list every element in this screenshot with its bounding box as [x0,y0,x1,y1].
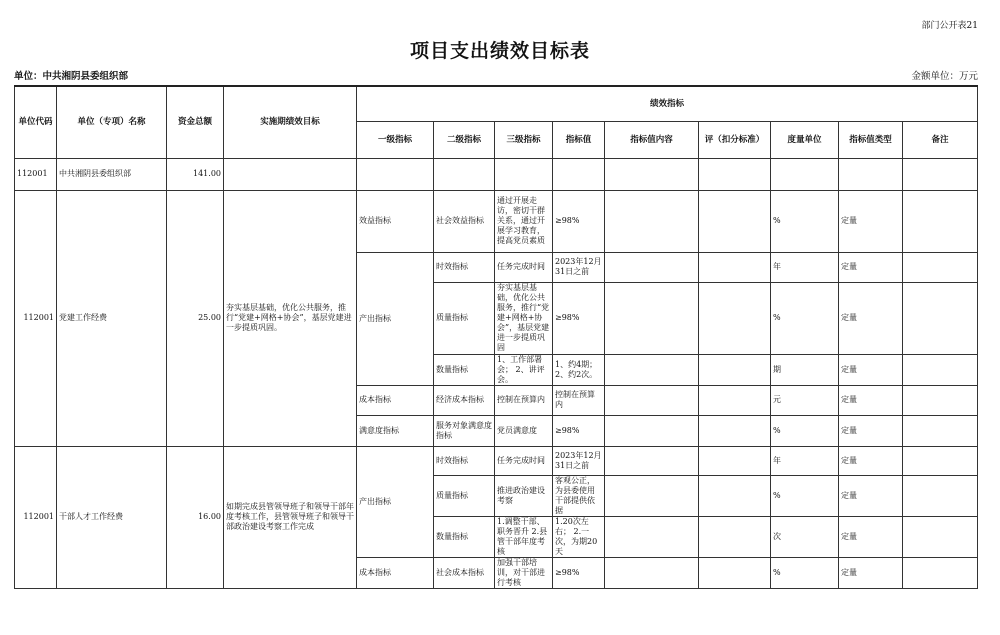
cell-value: 控制在预算内 [555,390,595,409]
cell-value: 1、约4期；2、约2次。 [555,359,598,379]
cell-value: 1.20次左右； 2.一次，为期20天 [555,516,598,556]
cell-value-type: 定量 [839,415,903,446]
col-unit-name: 单位（专项）名称 [57,86,167,158]
cell-level2: 数量指标 [434,354,495,385]
cell-measure-unit: 次 [771,516,839,557]
cell-level3: 党员满意度 [495,415,553,446]
cell-level2: 社会效益指标 [434,190,495,252]
cell-level1: 产出指标 [357,252,434,385]
col-total: 资金总额 [167,86,224,158]
cell-level1: 成本指标 [357,557,434,588]
cell-level1: 产出指标 [357,446,434,557]
cell-level2: 质量指标 [434,282,495,354]
cell-value-type: 定量 [839,282,903,354]
col-value-type: 指标值类型 [839,121,903,158]
cell-measure-unit: % [771,557,839,588]
cell-level3: 1、工作部署会； 2、讲评会。 [497,354,545,384]
table-row [15,446,978,475]
cell-level1: 成本指标 [357,385,434,415]
cell-value: ≥98% [553,282,605,354]
cell-measure-unit: 年 [771,446,839,475]
cell-level3: 加强干部培训，对干部进行考核 [497,557,545,587]
cell-goal: 如期完成县管领导班子和领导干部年度考核工作，县管领导班子和领导干部政治建设考察工作完成 [224,446,357,588]
cell-level3: 1.调整干部、职务晋升 2.县管干部年度考核 [497,516,548,556]
cell-value-type: 定量 [839,475,903,516]
cell-level3: 推进政治建设考察 [495,475,553,516]
cell-name: 干部人才工作经费 [57,446,167,588]
cell-value-type: 定量 [839,252,903,282]
cell-level3: 控制在预算内 [495,385,553,415]
cell-measure-unit: % [771,415,839,446]
cell-measure-unit: % [771,190,839,252]
cell-total: 16.00 [167,446,224,588]
col-unit-code: 单位代码 [15,86,57,158]
cell-level3: 任务完成时间 [495,252,553,282]
cell-name: 中共湘阴县委组织部 [57,158,167,190]
cell-measure-unit: 元 [771,385,839,415]
cell-level2: 经济成本指标 [434,385,495,415]
cell-level2: 数量指标 [434,516,495,557]
cell-value-type: 定量 [839,354,903,385]
col-indicators: 绩效指标 [357,86,978,121]
cell-name: 党建工作经费 [57,190,167,446]
cell-measure-unit: % [771,282,839,354]
table-row [15,158,978,190]
cell-value-type: 定量 [839,557,903,588]
col-remark: 备注 [903,121,978,158]
cell-value: 2023年12月31日之前 [555,257,602,276]
cell-level3: 通过开展走访，密切干群关系，通过开展学习教育，提高党员素质 [497,196,545,245]
col-measure-unit: 度量单位 [771,121,839,158]
table-row [15,190,978,252]
cell-level2: 质量指标 [434,475,495,516]
cell-level2: 时效指标 [434,252,495,282]
cell-level1: 满意度指标 [357,415,434,446]
col-value: 指标值 [553,121,605,158]
cell-total: 25.00 [167,190,224,446]
col-level3: 三级指标 [495,121,553,158]
cell-value-type: 定量 [839,446,903,475]
cell-level2: 时效指标 [434,446,495,475]
cell-total: 141.00 [167,158,224,190]
cell-level2: 服务对象满意度指标 [436,420,492,440]
cell-code: 112001 [15,190,57,446]
cell-code: 112001 [15,158,57,190]
form-number: 部门公开表21 [921,21,978,31]
cell-code: 112001 [15,446,57,588]
cell-level2: 社会成本指标 [434,557,495,588]
col-level2: 二级指标 [434,121,495,158]
cell-value: ≥98% [553,415,605,446]
performance-table [14,85,978,589]
col-level1: 一级指标 [357,121,434,158]
cell-value-type: 定量 [839,190,903,252]
col-scoring: 评（扣分标准） [699,121,771,158]
cell-value: ≥98% [553,557,605,588]
cell-value: 2023年12月31日之前 [555,450,602,470]
cell-measure-unit: 年 [771,252,839,282]
cell-goal: 夯实基层基础，优化公共服务，推行“党建+网格+协会”，基层党建进一步提质巩固。 [224,190,357,446]
cell-value: 客观公正，为县委使用干部提供依据 [555,475,595,515]
col-goal: 实施期绩效目标 [224,86,357,158]
cell-level3: 夯实基层基础，优化公共服务，推行“党建+网格+协会”，基层党建进一步提质巩固 [497,283,550,352]
cell-level3: 任务完成时间 [495,446,553,475]
cell-measure-unit: 期 [771,354,839,385]
cell-level1: 效益指标 [357,190,434,252]
page-title: 项目支出绩效目标表 [409,40,590,62]
cell-value: ≥98% [553,190,605,252]
cell-value-type: 定量 [839,385,903,415]
cell-measure-unit: % [771,475,839,516]
unit-label: 单位：中共湘阴县委组织部 [14,71,129,82]
cell-value-type: 定量 [839,516,903,557]
amount-unit: 金额单位：万元 [911,71,978,82]
col-value-content: 指标值内容 [605,121,699,158]
